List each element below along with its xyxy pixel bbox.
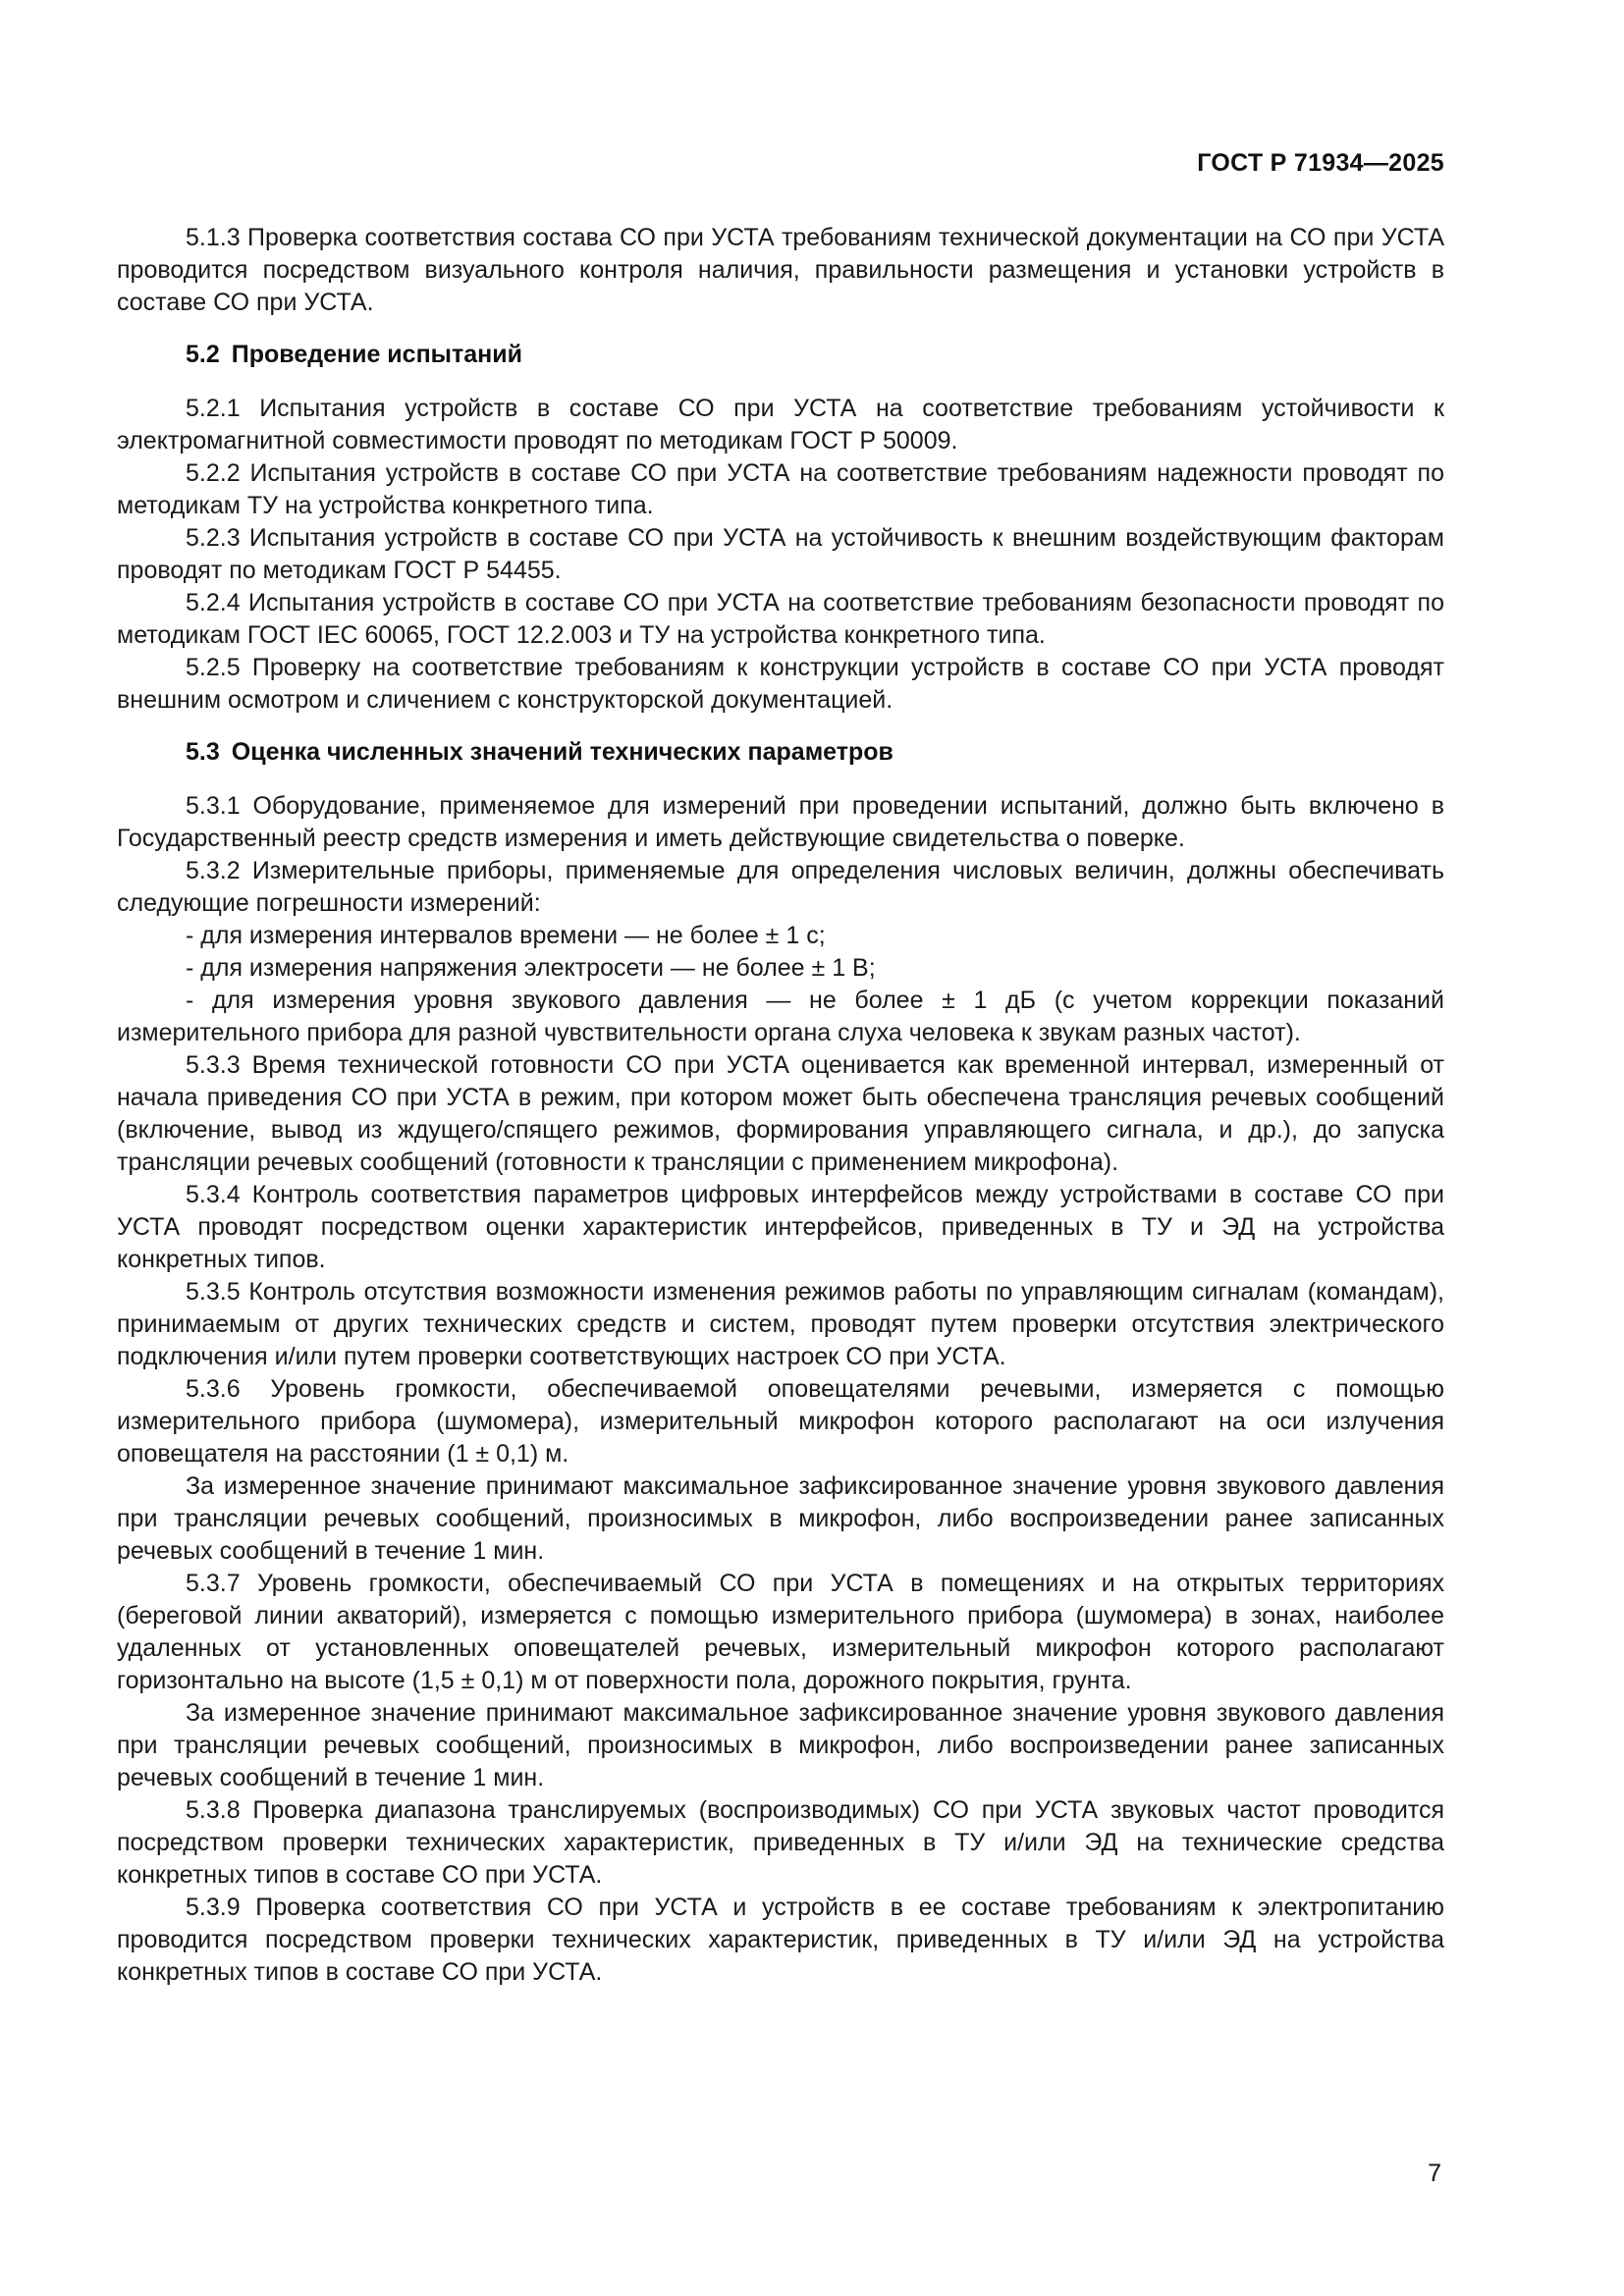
section-title: Проведение испытаний bbox=[231, 341, 523, 368]
paragraph-5-3-7-measurement: За измеренное значение принимают максимальное зафиксированное значение уровня звукового давления при трансляции речевых сообщений, произносимых в микрофон, либо воспроизведении ранее записанных речевых сообщений в течение 1 мин. bbox=[117, 1699, 1444, 1791]
page-number: 7 bbox=[1428, 2160, 1441, 2187]
section-heading-5-3 bbox=[117, 736, 1444, 769]
paragraph-5-3-1: 5.3.1 Оборудование, применяемое для измерений при проведении испытаний, должно быть включено в Государственный реестр средств измерения и иметь действующие свидетельства о поверке. bbox=[117, 792, 1444, 852]
section-number: 5.2 bbox=[186, 341, 220, 368]
paragraph-5-3-8: 5.3.8 Проверка диапазона транслируемых (воспроизводимых) СО при УСТА звуковых частот проводится посредством проверки технических характеристик, приведенных в ТУ и/или ЭД на технические средства конкретных типов в составе СО при УСТА. bbox=[117, 1796, 1444, 1889]
section-number: 5.3 bbox=[186, 738, 220, 766]
paragraph-5-2-5: 5.2.5 Проверку на соответствие требованиям к конструкции устройств в составе СО при УСТА проводят внешним осмотром и сличением с конструкторской документацией. bbox=[117, 654, 1444, 714]
section-title: Оценка численных значений технических параметров bbox=[231, 738, 893, 766]
paragraph-5-2-2: 5.2.2 Испытания устройств в составе СО при УСТА на соответствие требованиям надежности проводят по методикам ТУ на устройства конкретного типа. bbox=[117, 459, 1444, 519]
paragraph-5-2-3: 5.2.3 Испытания устройств в составе СО при УСТА на устойчивость к внешним воздействующим факторам проводят по методикам ГОСТ Р 54455. bbox=[117, 524, 1444, 584]
paragraph-5-3-9: 5.3.9 Проверка соответствия СО при УСТА и устройств в ее составе требованиям к электропитанию проводится посредством проверки технических характеристик, приведенных в ТУ и/или ЭД на устройства конкретных типов в составе СО при УСТА. bbox=[117, 1894, 1444, 1986]
paragraph-5-2-1: 5.2.1 Испытания устройств в составе СО при УСТА на соответствие требованиям устойчивости к электромагнитной совместимости проводят по методикам ГОСТ Р 50009. bbox=[117, 395, 1444, 454]
paragraph-5-3-6: 5.3.6 Уровень громкости, обеспечиваемой оповещателями речевыми, измеряется с помощью измерительного прибора (шумомера), измерительный микрофон которого располагают на оси излучения оповещателя на расстоянии (1 ± 0,1) м. bbox=[117, 1375, 1444, 1468]
list-item: - для измерения напряжения электросети — не более ± 1 В; bbox=[186, 954, 876, 982]
list-item: - для измерения интервалов времени — не более ± 1 с; bbox=[186, 922, 826, 949]
paragraph-5-1-3: 5.1.3 Проверка соответствия состава СО при УСТА требованиям технической документации на СО при УСТА проводится посредством визуального контроля наличия, правильности размещения и установки устройств в составе СО при УСТА. bbox=[117, 224, 1444, 316]
list-item: - для измерения уровня звукового давления — не более ± 1 дБ (с учетом коррекции показаний измерительного прибора для разной чувствительности органа слуха человека к звукам разных частот). bbox=[117, 987, 1444, 1046]
paragraph-5-3-5: 5.3.5 Контроль отсутствия возможности изменения режимов работы по управляющим сигналам (командам), принимаемым от других технических средств и систем, проводят путем проверки отсутствия электрического подключения и/или путем проверки соответствующих настроек СО при УСТА. bbox=[117, 1278, 1444, 1370]
paragraph-5-2-4: 5.2.4 Испытания устройств в составе СО при УСТА на соответствие требованиям безопасности проводят по методикам ГОСТ IEC 60065, ГОСТ 12.2.003 и ТУ на устройства конкретного типа. bbox=[117, 589, 1444, 649]
paragraph-5-3-3: 5.3.3 Время технической готовности СО при УСТА оценивается как временной интервал, измеренный от начала приведения СО при УСТА в режим, при котором может быть обеспечена трансляция речевых сообщений (включение, вывод из ждущего/спящего режимов, формирования управляющего сигнала, и др.), до запуска трансляции речевых сообщений (готовности к трансляции с применением микрофона). bbox=[117, 1051, 1444, 1176]
standard-designation: ГОСТ Р 71934—2025 bbox=[1197, 149, 1444, 177]
paragraph-5-3-2: 5.3.2 Измерительные приборы, применяемые для определения числовых величин, должны обеспечивать следующие погрешности измерений: bbox=[117, 857, 1444, 917]
paragraph-5-3-6-measurement: За измеренное значение принимают максимальное зафиксированное значение уровня звукового давления при трансляции речевых сообщений, произносимых в микрофон, либо воспроизведении ранее записанных речевых сообщений в течение 1 мин. bbox=[117, 1472, 1444, 1565]
paragraph-5-3-7: 5.3.7 Уровень громкости, обеспечиваемый СО при УСТА в помещениях и на открытых территориях (береговой линии акваторий), измеряется с помощью измерительного прибора (шумомера) в зонах, наиболее удаленных от установленных оповещателей речевых, измерительный микрофон которого располагают горизонтально на высоте (1,5 ± 0,1) м от поверхности пола, дорожного покрытия, грунта. bbox=[117, 1570, 1444, 1694]
document-body bbox=[117, 222, 1444, 1989]
paragraph-5-3-4: 5.3.4 Контроль соответствия параметров цифровых интерфейсов между устройствами в составе СО при УСТА проводят посредством оценки характеристик интерфейсов, приведенных в ТУ и ЭД на устройства конкретных типов. bbox=[117, 1181, 1444, 1273]
section-heading-5-2 bbox=[117, 339, 1444, 371]
